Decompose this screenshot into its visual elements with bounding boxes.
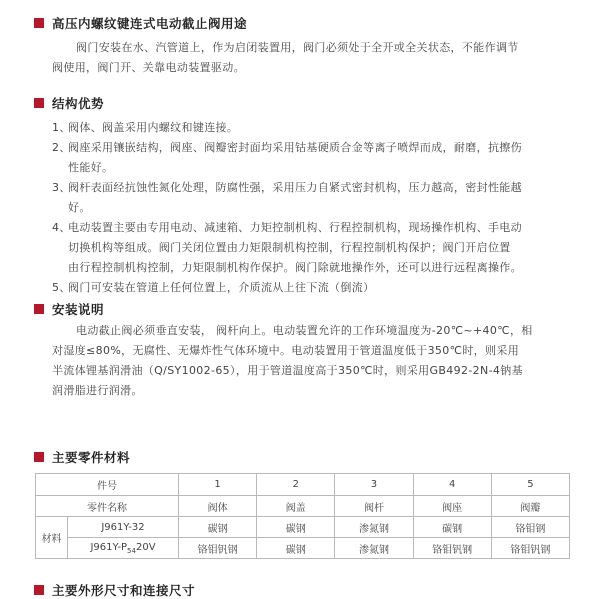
section-heading-dimensions: [34, 582, 195, 598]
section-heading-advantages: [34, 95, 104, 111]
section-heading-install: [34, 301, 104, 317]
section-title: 安装说明: [52, 302, 105, 317]
table-row: [36, 517, 570, 538]
heading-marker-icon: [34, 585, 44, 595]
heading-marker-icon: [34, 98, 44, 108]
header-cell: 2: [257, 474, 335, 496]
paragraph-line: 阀门安装在水、汽管道上，作为启闭装置用，阀门必须处于全开或全关状态，不能作调节: [76, 41, 519, 54]
paragraph-line: 半流体锂基润滑油（Q/SY1002-65），用于管道温度高于350℃时，则采用GB492-2N-4钠基: [52, 364, 523, 377]
table-cell: 碳钢: [257, 538, 335, 559]
section-title: 高压内螺纹键连式电动截止阀用途: [52, 16, 248, 31]
table-header-row: [36, 474, 570, 496]
header-cell: 3: [335, 474, 413, 496]
header-cell: 件号: [36, 474, 179, 496]
list-item: 5、 阀门可安装在管道上任何位置上，介质流从上往下流（倒流）: [52, 281, 375, 294]
table-cell: 铬钼钒钢: [491, 538, 569, 559]
list-item: 4、 电动装置主要由专用电动、减速箱、力矩控制机构、行程控制机构，现场操作机构、手电动 切换机构等组成。阀门关闭位置由力矩限制机构控制，行程控制机构保护；阀门开启位置 由行程控制机构控制，力矩限制机构作保护。阀门除就地操作外，还可以进行远程离操作。: [52, 221, 522, 274]
table-cell-material-label: 材料: [36, 517, 68, 559]
table-cell: 零件名称: [36, 496, 179, 517]
materials-table: [35, 473, 570, 559]
paragraph-line: 阀使用，阀门开、关靠电动装置驱动。: [52, 61, 245, 74]
header-cell: 4: [413, 474, 491, 496]
install-paragraph: [52, 321, 578, 401]
section-title: 主要零件材料: [52, 450, 131, 465]
paragraph-line: 润滑脂进行润滑。: [52, 384, 143, 397]
table-cell: 阀盖: [257, 496, 335, 517]
purpose-paragraph: [52, 38, 578, 78]
heading-marker-icon: [34, 18, 44, 28]
table-row: [36, 538, 570, 559]
table-cell-model: $J961Y-P_{54}20V$: [68, 538, 179, 559]
table-cell: 阀体: [179, 496, 257, 517]
table-cell: 渗氮钢: [335, 517, 413, 538]
table-cell: 碳钢: [179, 517, 257, 538]
table-row: [36, 496, 570, 517]
table-cell: 阀座: [413, 496, 491, 517]
paragraph-line: 对湿度≤80%，无腐性、无爆炸性气体环境中。电动装置用于管道温度低于350℃时，则采用: [52, 344, 520, 357]
header-cell: 5: [491, 474, 569, 496]
table-cell: 碳钢: [413, 517, 491, 538]
table-cell: 碳钢: [257, 517, 335, 538]
section-title: 结构优势: [52, 96, 105, 111]
list-item: 3、 阀杆表面经抗蚀性氮化处理，防腐性强，采用压力自紧式密封机构，压力越高，密封性能越 好。: [52, 181, 522, 214]
section-title: 主要外形尺寸和连接尺寸: [52, 583, 196, 598]
advantages-list: [52, 118, 578, 298]
section-heading-materials: [34, 449, 130, 465]
table-cell: 铬钼钒钢: [413, 538, 491, 559]
table-cell: 阀瓣: [491, 496, 569, 517]
table-cell: 阀杆: [335, 496, 413, 517]
paragraph-line: 电动截止阀必须垂直安装， 阀杆向上。电动装置允许的工作环境温度为-20℃~+40℃，相: [76, 324, 533, 337]
table-cell: 铬钼钒钢: [179, 538, 257, 559]
table-cell: 渗氮钢: [335, 538, 413, 559]
heading-marker-icon: [34, 452, 44, 462]
list-item: 1、 阀体、阀盖采用内螺纹和键连接。: [52, 121, 239, 134]
section-heading-purpose: [34, 15, 247, 31]
table-cell: 铬钼钢: [491, 517, 569, 538]
table-cell-model: J961Y-32: [68, 517, 179, 538]
header-cell: 1: [179, 474, 257, 496]
list-item: 2、 阀座采用镶嵌结构，阀座、阀瓣密封面均采用钴基硬质合金等离子喷焊而成，耐磨，抗擦伤 性能好。: [52, 141, 522, 174]
heading-marker-icon: [34, 304, 44, 314]
